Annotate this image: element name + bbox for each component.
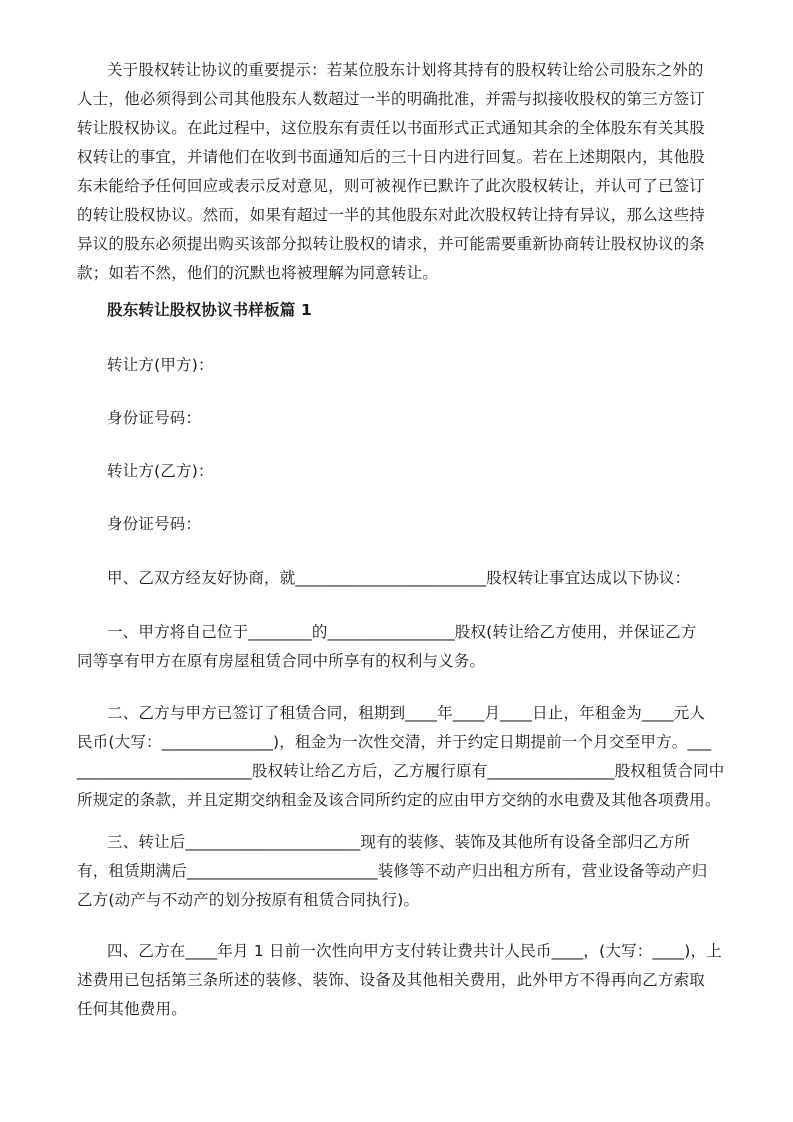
clause-1 — [77, 618, 737, 676]
clause-line: 一、甲方将自己位于________的________________股权(转让给乙方使用，并保证乙方 — [107, 623, 697, 641]
intro-paragraph — [77, 56, 737, 288]
document-title: 股东转让股权协议书样板篇 1 — [107, 301, 312, 319]
intro-line: 东未能给予任何回应或表示反对意见，则可被视作已默许了此次股权转让，并认可了已签订 — [77, 177, 706, 195]
clause-3 — [77, 828, 737, 915]
clause-line: 二、乙方与甲方已签订了租赁合同，租期到____年____月____日止，年租金为____元人 — [107, 704, 706, 722]
party-b-id-field: 身份证号码： — [107, 515, 202, 533]
party-a-field: 转让方(甲方)： — [107, 356, 214, 374]
intro-line: 款；如若不然，他们的沉默也将被理解为同意转让。 — [77, 264, 439, 282]
intro-line: 关于股权转让协议的重要提示：若某位股东计划将其持有的股权转让给公司股东之外的 — [107, 61, 704, 79]
intro-line: 的转让股权协议。然而，如果有超过一半的其他股东对此次股权转让持有异议，那么这些持 — [77, 206, 706, 224]
clause-line: 所规定的条款，并且定期交纳租金及该合同所约定的应由甲方交纳的水电费及其他各项费用。 — [77, 791, 721, 809]
clause-line: 述费用已包括第三条所述的装修、装饰、设备及其他相关费用，此外甲方不得再向乙方索取 — [77, 971, 706, 989]
clause-line: 任何其他费用。 — [77, 1000, 187, 1018]
clause-line: 乙方(动产与不动产的划分按原有租赁合同执行)。 — [77, 891, 420, 909]
preamble: 甲、乙双方经友好协商，就________________________股权转让事宜达成以下协议： — [107, 569, 691, 587]
party-b-field: 转让方(乙方)： — [107, 462, 214, 480]
intro-line: 权转让的事宜，并请他们在收到书面通知后的三十日内进行回复。若在上述期限内，其他股 — [77, 148, 706, 166]
clause-line: 民币(大写：______________)，租金为一次性交清，并于约定日期提前一个月交至甲方。___ — [77, 733, 712, 751]
clause-line: 四、乙方在____年月 1 日前一次性向甲方支付转让费共计人民币____，(大写：____)，上 — [107, 942, 722, 960]
clause-line: 有，租赁期满后________________________装修等不动产归出租方所有，营业设备等动产归 — [77, 862, 708, 880]
clause-4 — [77, 937, 737, 1024]
intro-line: 人士，他必须得到公司其他股东人数超过一半的明确批准，并需与拟接收股权的第三方签订 — [77, 90, 706, 108]
party-a-id-field: 身份证号码： — [107, 409, 202, 427]
intro-line: 异议的股东必须提出购买该部分拟转让股权的请求，并可能需要重新协商转让股权协议的条 — [77, 235, 706, 253]
clause-line: 三、转让后______________________现有的装修、装饰及其他所有设备全部归乙方所 — [107, 833, 691, 851]
intro-line: 转让股权协议。在此过程中，这位股东有责任以书面形式正式通知其余的全体股东有关其股 — [77, 119, 706, 137]
clause-line: 同等享有甲方在原有房屋租赁合同中所享有的权利与义务。 — [77, 652, 486, 670]
clause-2 — [77, 699, 737, 815]
clause-line: ______________________股权转让给乙方后，乙方履行原有________________股权租赁合同中 — [77, 762, 725, 780]
